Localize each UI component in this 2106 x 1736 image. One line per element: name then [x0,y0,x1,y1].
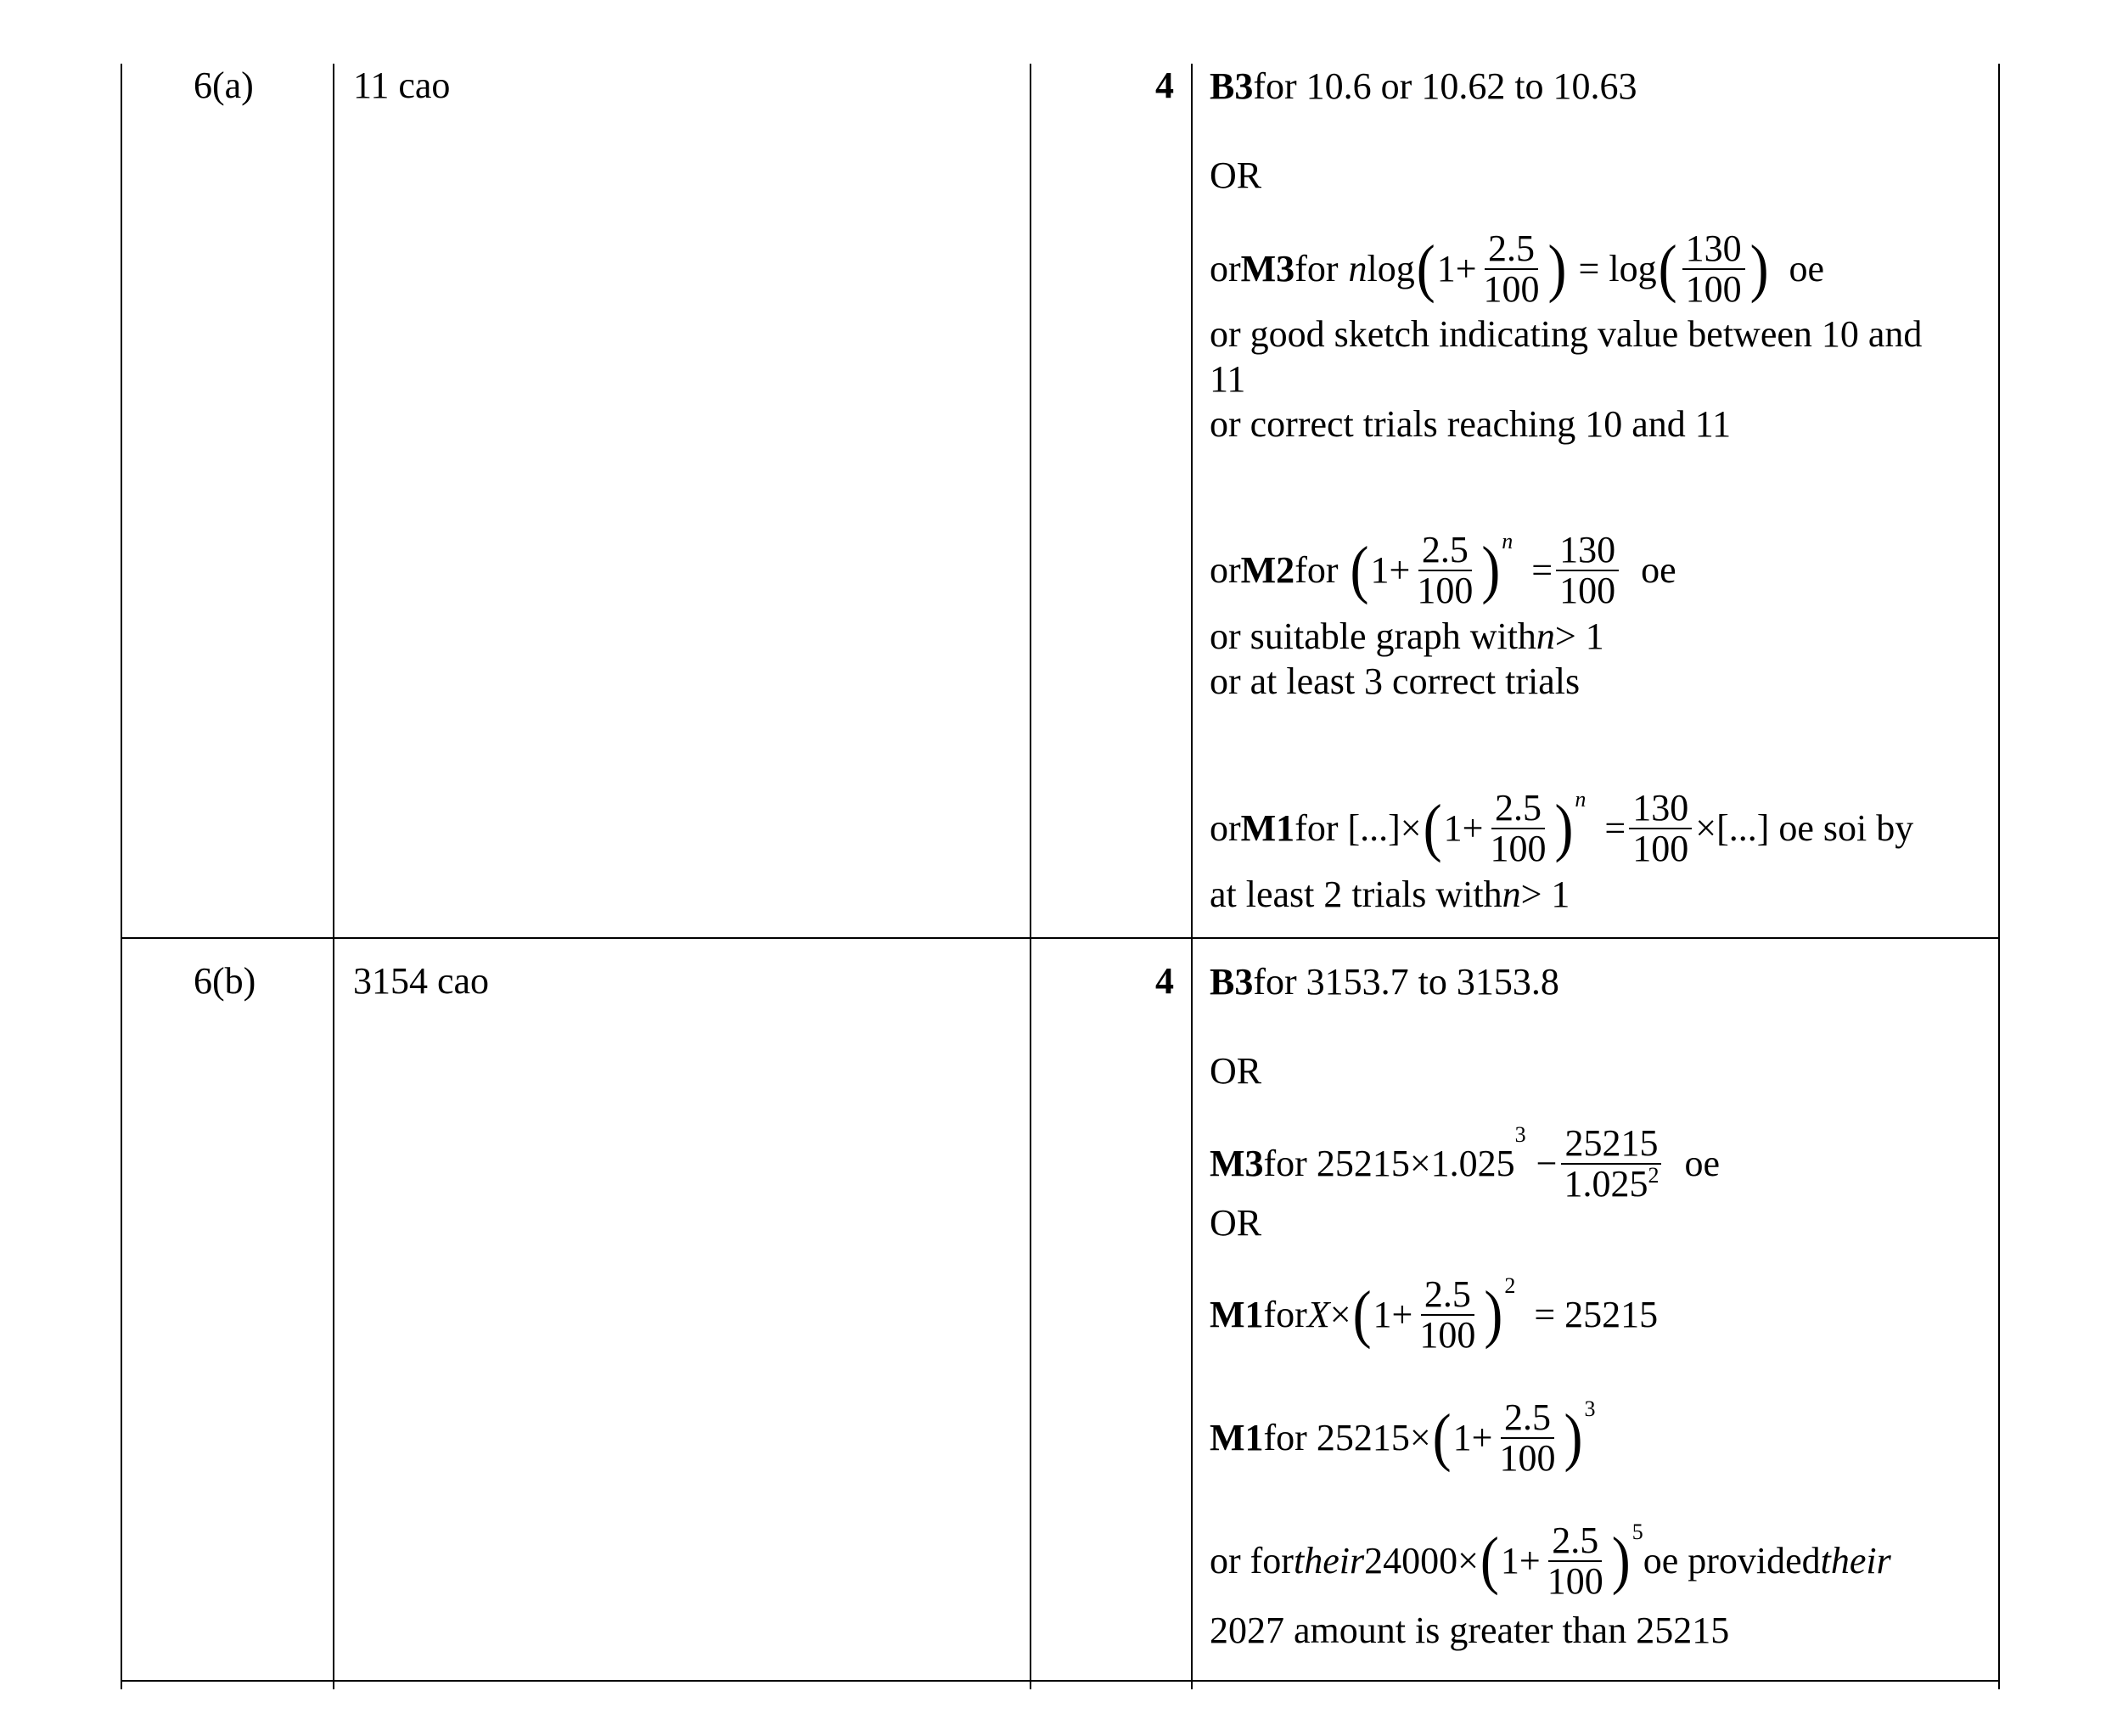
guidance-line: OR [1210,154,1262,196]
guidance-line: or correct trials reaching 10 and 11 [1210,403,1732,445]
fraction: $\frac{2.5}{100}$ [1499,1396,1556,1480]
fraction: $\frac{25215}{1.025^2}$ [1560,1124,1662,1204]
guidance-line: OR [1210,1050,1262,1092]
fraction: $\frac{2.5}{100}$ [1490,787,1547,870]
question-number: 6(a) [194,65,254,106]
guidance-line: B3 for 3153.7 to 3153.8 [1210,961,1559,1003]
answer: 11 cao [353,65,451,106]
guidance-line-formula: M1 for 25215× ( 1+ $\frac{2.5}{100}$ ) 3 [1210,1396,1596,1480]
question-number: 6(b) [194,960,256,1002]
guidance-line: 11 [1210,358,1246,400]
answer: 3154 cao [353,960,490,1002]
guidance-line-formula: or M2 for ( 1+ $\frac{2.5}{100}$ ) n = $\frac{130}{100}$ oe [1210,529,1676,612]
guidance-line-formula: M3 for 25215×1.025 3 − $\frac{25215}{1.025^2}$ oe [1210,1122,1721,1205]
guidance-line: or suitable graph with n > 1 [1210,615,1604,657]
column-divider-1 [333,64,334,1689]
table-border-right [1998,64,2000,1689]
column-divider-2 [1030,64,1031,1689]
guidance-line: or good sketch indicating value between 10 and [1210,313,1923,355]
marks: 4 [1155,960,1174,1002]
guidance-line: or at least 3 correct trials [1210,660,1581,702]
guidance-line: OR [1210,1202,1262,1244]
fraction: $\frac{2.5}{100}$ [1417,529,1474,612]
guidance-line-formula: M1 for X × ( 1+ $\frac{2.5}{100}$ ) 2 = 25215 [1210,1273,1659,1357]
guidance-line-formula: or M1 for [...]× ( 1+ $\frac{2.5}{100}$ ) n = $\frac{130}{100}$ ×[...] oe soi by [1210,787,1914,870]
fraction: $\frac{130}{100}$ [1682,229,1745,309]
fraction: $\frac{130}{100}$ [1556,531,1619,610]
guidance-line: 2027 amount is greater than 25215 [1210,1610,1730,1651]
fraction: $\frac{2.5}{100}$ [1419,1273,1476,1357]
guidance-line-formula: or M3 for n log ( 1+ $\frac{2.5}{100}$ ) = log ( $\frac{130}{100}$ ) oe [1210,228,1825,311]
table-border-left [121,64,122,1689]
guidance-6b [1210,937,1991,1684]
marks: 4 [1155,65,1174,106]
guidance-line-formula: or for their 24000× ( 1+ $\frac{2.5}{100}$ ) 5 oe provided their [1210,1520,1891,1603]
guidance-6a [1210,0,1991,937]
fraction: $\frac{2.5}{100}$ [1547,1520,1603,1603]
column-divider-3 [1191,64,1193,1689]
guidance-line: at least 2 trials with n > 1 [1210,874,1570,915]
guidance-line: B3 for 10.6 or 10.62 to 10.63 [1210,65,1637,107]
fraction: $\frac{2.5}{100}$ [1483,228,1540,311]
fraction: $\frac{130}{100}$ [1629,789,1692,868]
